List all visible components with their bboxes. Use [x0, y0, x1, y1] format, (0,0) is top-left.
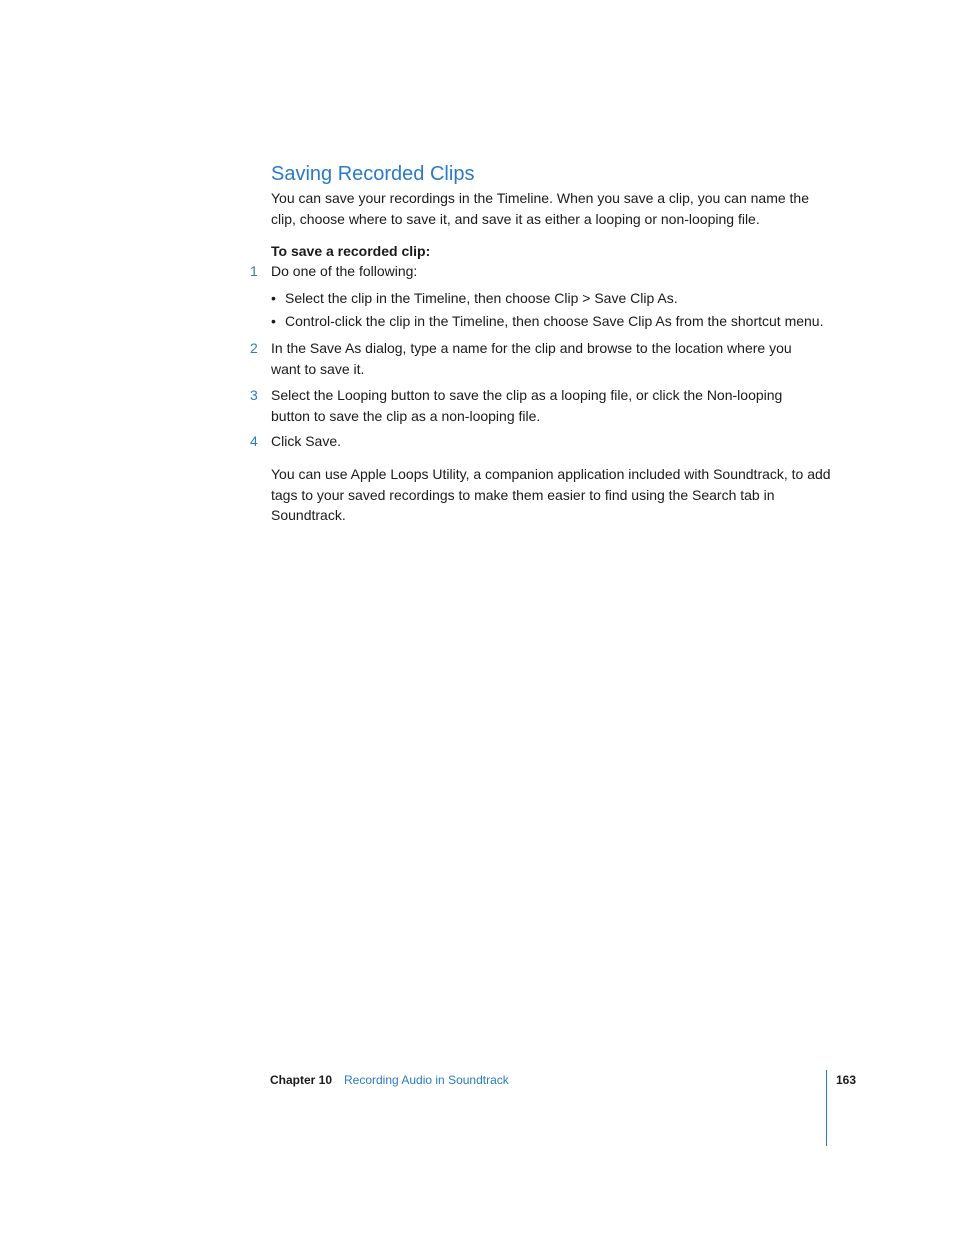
step-number: 2 [250, 340, 258, 356]
step-text: Do one of the following: [271, 263, 418, 279]
bullet-marker: • [271, 290, 276, 306]
footer-chapter-label: Chapter 10 [270, 1073, 333, 1087]
bullet-text: Control-click the clip in the Timeline, then choose Save Clip As from the shortcut menu. [285, 313, 824, 329]
outro-paragraph: You can use Apple Loops Utility, a companion application included with Soundtrack, to add tags to your saved recordings to make them easier to find using the Search tab in Soundtrack. [271, 466, 831, 523]
step-text: Click Save. [271, 433, 342, 449]
step-number: 3 [250, 387, 258, 403]
bullet-text: Select the clip in the Timeline, then choose Clip > Save Clip As. [285, 290, 678, 306]
footer-chapter-title: Recording Audio in Soundtrack [344, 1073, 509, 1087]
step-text: In the Save As dialog, type a name for the clip and browse to the location where you want to save it. [271, 340, 792, 377]
step-text: Select the Looping button to save the clip as a looping file, or click the Non-looping button to save the clip as a non-looping file. [271, 387, 783, 424]
step-number: 4 [250, 433, 258, 449]
page-number: 163 [836, 1073, 857, 1087]
intro-paragraph: You can save your recordings in the Timeline. When you save a clip, you can name the clip, choose where to save it, and save it as either a looping or non-looping file. [271, 190, 810, 227]
section-title: Saving Recorded Clips [271, 163, 475, 185]
footer-divider [826, 1070, 827, 1146]
procedure-heading: To save a recorded clip: [271, 243, 431, 259]
bullet-marker: • [271, 313, 276, 329]
step-number: 1 [250, 263, 258, 279]
